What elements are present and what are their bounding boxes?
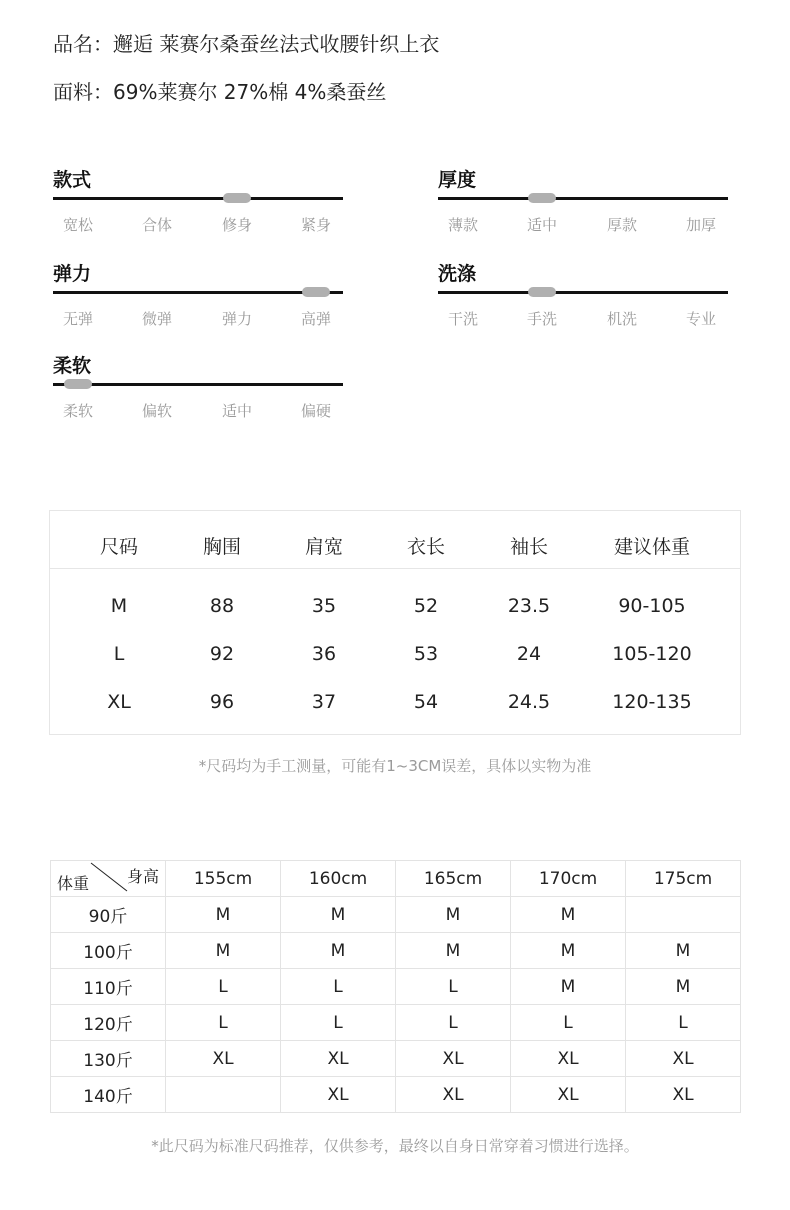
size-chart-cell: XL	[107, 691, 131, 713]
product-name: 品名：邂逅 莱赛尔桑蚕丝法式收腰针织上衣	[53, 32, 440, 56]
attribute-bar	[53, 383, 343, 386]
attribute-indicator	[64, 379, 92, 389]
attribute-bar	[53, 197, 343, 200]
size-chart-header-cell: 胸围	[202, 536, 241, 558]
size-cell: M	[626, 969, 741, 1005]
size-reference-row	[51, 1005, 741, 1041]
size-reference-row	[51, 1041, 741, 1077]
size-cell: L	[281, 1005, 396, 1041]
size-chart-header-cell: 衣长	[406, 536, 445, 558]
attribute-washing	[438, 259, 728, 339]
size-chart-cell: 36	[311, 643, 337, 665]
size-chart-cell: 96	[209, 691, 235, 713]
size-cell: XL	[281, 1041, 396, 1077]
size-cell: L	[396, 1005, 511, 1041]
attribute-option: 适中	[221, 402, 252, 420]
size-cell: M	[281, 933, 396, 969]
size-chart	[49, 510, 741, 735]
attribute-option: 专业	[685, 310, 716, 328]
attribute-option: 合体	[141, 216, 172, 234]
size-reference-corner	[51, 861, 166, 897]
attribute-title: 柔软	[53, 355, 92, 377]
size-cell	[166, 1077, 281, 1113]
weight-cell: 130斤	[51, 1041, 166, 1077]
weight-cell: 140斤	[51, 1077, 166, 1113]
attribute-title: 款式	[53, 169, 92, 191]
height-header: 155cm	[166, 861, 281, 897]
attribute-indicator	[528, 193, 556, 203]
attribute-option: 加厚	[685, 216, 716, 234]
attribute-indicator	[223, 193, 251, 203]
size-cell: XL	[626, 1077, 741, 1113]
attribute-option: 厚款	[606, 216, 637, 234]
size-cell: M	[281, 897, 396, 933]
size-cell: XL	[511, 1041, 626, 1077]
size-reference-row	[51, 1077, 741, 1113]
attribute-option: 适中	[526, 216, 557, 234]
attribute-option: 微弹	[141, 310, 172, 328]
size-cell: M	[166, 897, 281, 933]
attribute-bar	[53, 291, 343, 294]
weight-cell: 90斤	[51, 897, 166, 933]
attribute-title: 弹力	[53, 263, 92, 285]
attribute-title: 洗涤	[438, 263, 477, 285]
size-chart-cell: 88	[209, 595, 235, 617]
size-reference-note: *此尺码为标准尺码推荐，仅供参考，最终以自身日常穿着习惯进行选择。	[151, 1137, 639, 1155]
attribute-bar	[438, 291, 728, 294]
attribute-indicator	[302, 287, 330, 297]
size-cell: XL	[396, 1077, 511, 1113]
size-chart-note: *尺码均为手工测量，可能有1~3CM误差，具体以实物为准	[198, 757, 592, 775]
size-cell: XL	[166, 1041, 281, 1077]
size-reference-header	[51, 861, 741, 897]
size-cell: L	[166, 969, 281, 1005]
size-cell: M	[396, 897, 511, 933]
attribute-option: 偏软	[141, 402, 172, 420]
size-cell: XL	[281, 1077, 396, 1113]
size-reference-table	[50, 860, 741, 1113]
size-chart-cell: M	[110, 595, 128, 617]
size-cell: XL	[511, 1077, 626, 1113]
size-chart-cell: 24.5	[507, 691, 551, 713]
size-reference-row	[51, 969, 741, 1005]
attribute-option: 偏硬	[300, 402, 331, 420]
attribute-softness	[53, 351, 343, 431]
height-header: 175cm	[626, 861, 741, 897]
size-chart-header-cell: 肩宽	[304, 536, 343, 558]
attribute-option: 弹力	[221, 310, 252, 328]
size-cell: L	[281, 969, 396, 1005]
size-cell: L	[396, 969, 511, 1005]
size-cell: L	[626, 1005, 741, 1041]
size-chart-cell: L	[113, 643, 125, 665]
size-cell: M	[511, 969, 626, 1005]
size-cell: L	[511, 1005, 626, 1041]
attribute-option: 高弹	[300, 310, 331, 328]
size-chart-cell: 90-105	[618, 595, 686, 617]
weight-cell: 110斤	[51, 969, 166, 1005]
weight-cell: 120斤	[51, 1005, 166, 1041]
attribute-thickness	[438, 165, 728, 245]
size-chart-header-cell: 建议体重	[613, 536, 690, 558]
attribute-indicator	[528, 287, 556, 297]
fabric-composition: 面料：69%莱赛尔 27%棉 4%桑蚕丝	[53, 80, 387, 104]
size-cell: M	[511, 897, 626, 933]
size-cell: XL	[396, 1041, 511, 1077]
size-cell	[626, 897, 741, 933]
attribute-title: 厚度	[438, 169, 477, 191]
size-cell: M	[166, 933, 281, 969]
attribute-option: 柔软	[62, 402, 93, 420]
size-chart-cell: 53	[413, 643, 439, 665]
size-chart-cell: 120-135	[612, 691, 692, 713]
size-chart-cell: 92	[209, 643, 235, 665]
size-chart-cell: 54	[413, 691, 439, 713]
attribute-elasticity	[53, 259, 343, 339]
size-chart-header-cell: 袖长	[509, 536, 548, 558]
size-cell: M	[511, 933, 626, 969]
size-chart-header-cell: 尺码	[99, 536, 138, 558]
attribute-option: 宽松	[62, 216, 93, 234]
size-cell: M	[396, 933, 511, 969]
size-chart-cell: 24	[516, 643, 542, 665]
attribute-option: 修身	[221, 216, 252, 234]
size-chart-cell: 23.5	[507, 595, 551, 617]
size-chart-cell: 37	[311, 691, 337, 713]
corner-weight-label: 体重	[57, 874, 90, 893]
size-chart-cell: 52	[413, 595, 439, 617]
attribute-option: 紧身	[300, 216, 331, 234]
attribute-style	[53, 165, 343, 245]
attribute-bar	[438, 197, 728, 200]
corner-height-label: 身高	[126, 867, 159, 886]
attribute-option: 薄款	[447, 216, 478, 234]
size-reference-row	[51, 933, 741, 969]
size-cell: XL	[626, 1041, 741, 1077]
attribute-option: 手洗	[526, 310, 557, 328]
size-reference-row	[51, 897, 741, 933]
size-cell: L	[166, 1005, 281, 1041]
height-header: 165cm	[396, 861, 511, 897]
size-cell: M	[626, 933, 741, 969]
attribute-option: 无弹	[62, 310, 93, 328]
attribute-option: 干洗	[447, 310, 478, 328]
height-header: 160cm	[281, 861, 396, 897]
attribute-option: 机洗	[606, 310, 637, 328]
height-header: 170cm	[511, 861, 626, 897]
size-chart-cell: 35	[311, 595, 337, 617]
weight-cell: 100斤	[51, 933, 166, 969]
size-chart-header	[50, 511, 740, 569]
size-chart-cell: 105-120	[612, 643, 692, 665]
